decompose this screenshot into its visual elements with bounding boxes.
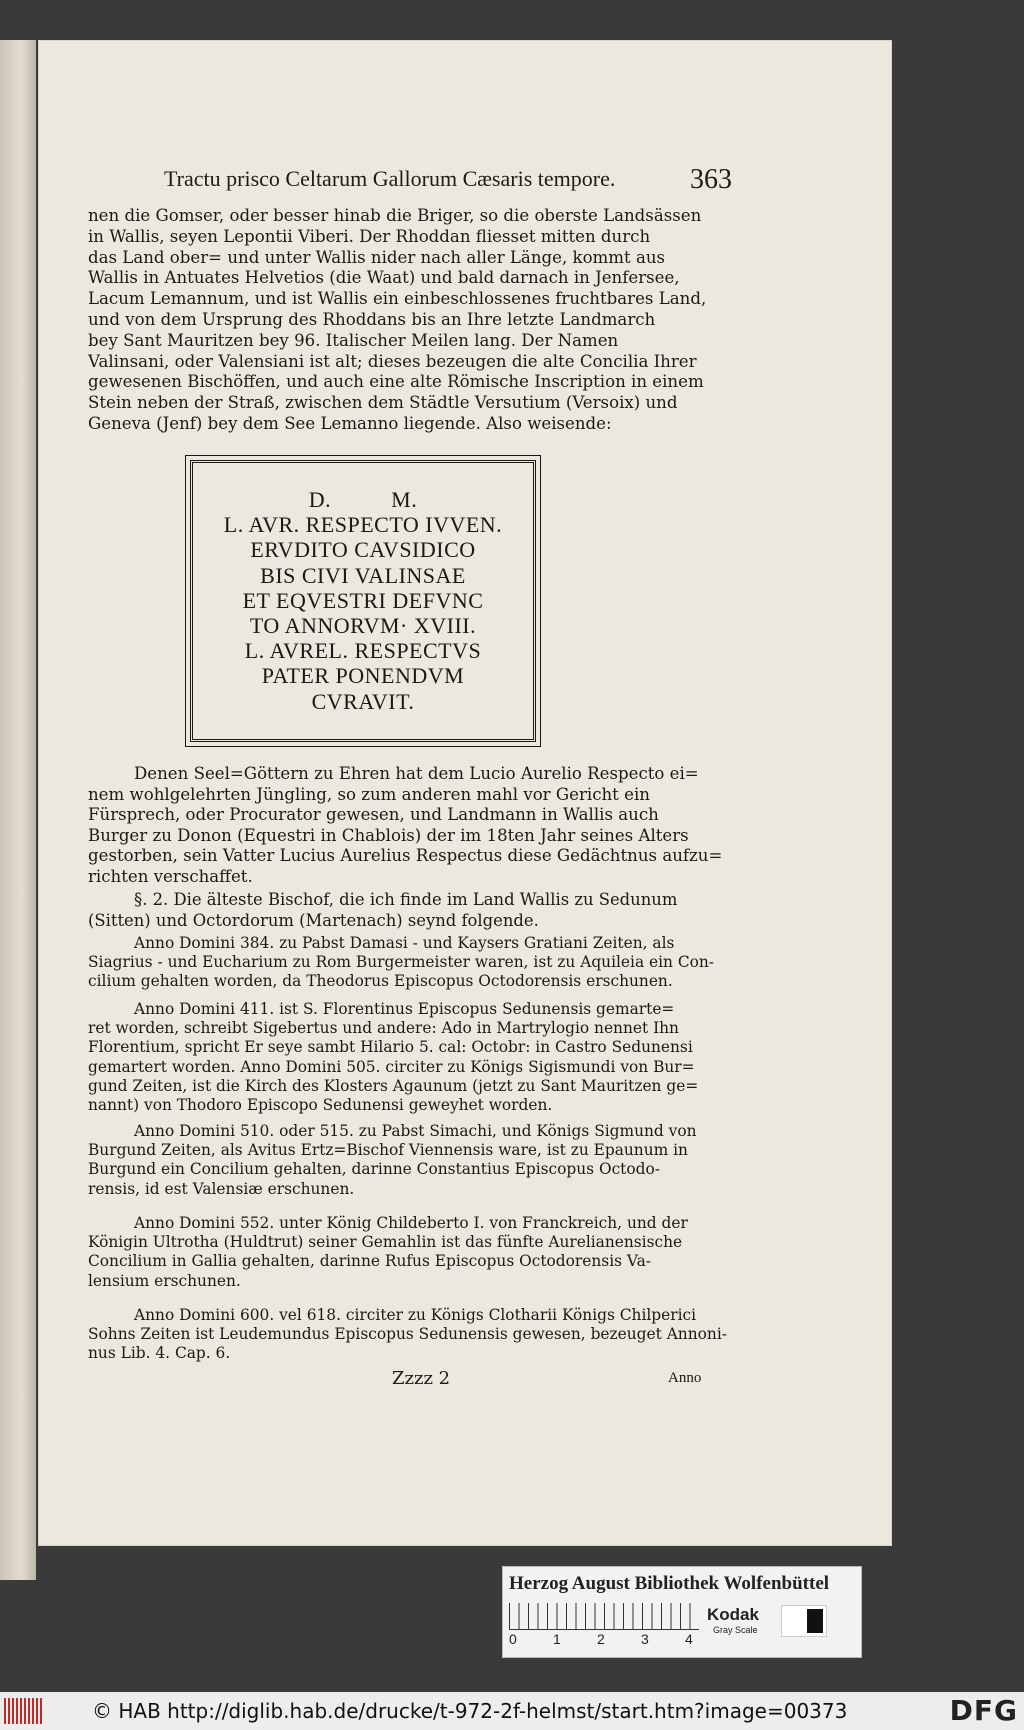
text-line: cilium gehalten worden, da Theodorus Episcopus Octodorensis erschunen. xyxy=(88,972,673,991)
ruler-number: 1 xyxy=(553,1631,561,1647)
text-line: gewesenen Bischöffen, und auch eine alte Römische Inscription in einem xyxy=(88,372,704,392)
text-line: und von dem Ursprung des Rhoddans bis an Ihre letzte Landmarch xyxy=(88,309,656,329)
chronicle-entry xyxy=(88,1306,730,1364)
scale-ruler xyxy=(509,1603,699,1630)
text-line: Burgund ein Concilium gehalten, darinne Constantius Episcopus Octodo- xyxy=(88,1160,660,1179)
signature-mark: Zzzz 2 xyxy=(392,1368,451,1389)
scale-label: Gray Scale xyxy=(713,1625,758,1635)
text-line: Valinsani, oder Valensiani ist alt; dieses bezeugen die alte Concilia Ihrer xyxy=(88,351,697,371)
inscription-line: L. AVREL. RESPECTVS xyxy=(244,638,482,664)
text-line: Wallis in Antuates Helvetios (die Waat) und bald darnach in Jenfersee, xyxy=(88,268,680,288)
paragraph-2 xyxy=(88,764,730,887)
text-line: gestorben, sein Vatter Lucius Aurelius Respectus diese Gedächtnus aufzu= xyxy=(88,846,723,865)
chronicle-entry xyxy=(88,1214,730,1291)
section-2 xyxy=(88,890,730,931)
black-swatch xyxy=(807,1609,823,1633)
running-title: Tractu prisco Celtarum Gallorum Cæsaris tempore. xyxy=(164,166,616,191)
inscription-line: D. M. xyxy=(308,487,418,512)
text-line: das Land ober= und unter Wallis nider nach aller Länge, kommt aus xyxy=(88,247,666,267)
text-line: lensium erschunen. xyxy=(88,1271,241,1290)
text-line: Anno Domini 510. oder 515. zu Pabst Simachi, und Königs Sigmund von xyxy=(134,1122,697,1140)
paragraph-1 xyxy=(88,206,730,435)
library-name: Herzog August Bibliothek Wolfenbüttel xyxy=(509,1573,830,1594)
text-line: Concilium in Gallia gehalten, darinne Rufus Episcopus Octodorensis Va- xyxy=(88,1252,651,1271)
text-line: Anno Domini 384. zu Pabst Damasi - und Kaysers Gratiani Zeiten, als xyxy=(134,934,675,952)
text-line: Denen Seel=Göttern zu Ehren hat dem Lucio Aurelio Respecto ei= xyxy=(134,764,699,783)
chronicle-entry xyxy=(88,1122,730,1199)
inscription-line: L. AVR. RESPECTO IVVEN. xyxy=(223,512,503,538)
text-line: Königin Ultrotha (Huldtrut) seiner Gemahlin ist das fünfte Aurelianensische xyxy=(88,1233,683,1252)
text-line: nen die Gomser, oder besser hinab die Briger, so die oberste Landsässen xyxy=(88,206,702,225)
text-line: rensis, id est Valensiæ erschunen. xyxy=(88,1179,355,1198)
text-line: §. 2. Die älteste Bischof, die ich finde im Land Wallis zu Sedunum xyxy=(134,890,678,909)
ruler-number: 2 xyxy=(597,1631,605,1647)
text-line: in Wallis, seyen Lepontii Viberi. Der Rhoddan fliesset mitten durch xyxy=(88,226,651,246)
text-line: (Sitten) und Octordorum (Martenach) seynd folgende. xyxy=(88,910,539,930)
catchword: Anno xyxy=(668,1370,702,1386)
page-number: 363 xyxy=(690,164,732,195)
text-line: Lacum Lemannum, und ist Wallis ein einbeschlossenes fruchtbares Land, xyxy=(88,289,707,309)
footer-bar xyxy=(0,1692,1024,1730)
text-line: Siagrius - und Eucharium zu Rom Burgermeister waren, ist zu Aquileia ein Con- xyxy=(88,953,715,972)
text-line: nem wohlgelehrten Jüngling, so zum anderen mahl vor Gericht ein xyxy=(88,784,650,804)
text-line: Anno Domini 552. unter König Childeberto I. von Franckreich, und der xyxy=(134,1214,688,1232)
hab-logo-icon xyxy=(4,1698,44,1724)
source-link[interactable]: © HAB http://diglib.hab.de/drucke/t-972-2f-helmst/start.htm?image=00373 xyxy=(92,1699,848,1723)
text-line: Sohns Zeiten ist Leudemundus Episcopus Sedunensis gewesen, bezeuget Annoni- xyxy=(88,1325,727,1344)
dfg-logo: DFG xyxy=(949,1694,1018,1727)
inscription-line: ET EQVESTRI DEFVNC xyxy=(242,587,484,613)
inscription-line: PATER PONENDVM xyxy=(261,663,465,689)
adjacent-page-edge xyxy=(0,40,36,1580)
inscription-box xyxy=(190,460,536,742)
ruler-number: 3 xyxy=(641,1631,649,1647)
text-line: bey Sant Mauritzen bey 96. Italischer Meilen lang. Der Namen xyxy=(88,330,619,350)
text-line: Anno Domini 411. ist S. Florentinus Episcopus Sedunensis gemarte= xyxy=(134,1000,675,1018)
color-calibration-card xyxy=(502,1566,862,1658)
ruler-number: 4 xyxy=(685,1631,693,1647)
text-line: gemartert worden. Anno Domini 505. circiter zu Königs Sigismundi von Bur= xyxy=(88,1057,695,1076)
text-line: richten verschaffet. xyxy=(88,866,253,886)
text-line: Burger zu Donon (Equestri in Chablois) der im 18ten Jahr seines Alters xyxy=(88,825,689,845)
text-line: Geneva (Jenf) bey dem See Lemanno liegende. Also weisende: xyxy=(88,413,612,433)
text-line: Anno Domini 600. vel 618. circiter zu Königs Clotharii Königs Chilperici xyxy=(134,1306,697,1324)
text-line: gund Zeiten, ist die Kirch des Klosters Agaunum (jetzt zu Sant Mauritzen ge= xyxy=(88,1076,699,1095)
running-header xyxy=(128,164,732,196)
brand-label: Kodak xyxy=(707,1605,759,1624)
text-line: ret worden, schreibt Sigebertus und andere: Ado in Martrylogio nennet Ihn xyxy=(88,1019,679,1038)
text-line: Fürsprech, oder Procurator gewesen, und Landmann in Wallis auch xyxy=(88,805,659,824)
text-line: nus Lib. 4. Cap. 6. xyxy=(88,1344,231,1363)
inscription-line: CVRAVIT. xyxy=(311,688,415,714)
ruler-number: 0 xyxy=(509,1631,517,1647)
inscription-line: TO ANNORVM· XVIII. xyxy=(249,613,477,639)
text-line: Stein neben der Straß, zwischen dem Städtle Versutium (Versoix) und xyxy=(88,393,678,413)
chronicle-entry xyxy=(88,1000,730,1115)
text-line: Burgund Zeiten, als Avitus Ertz=Bischof Viennensis ware, ist zu Epaunum in xyxy=(88,1141,688,1160)
text-line: nannt) von Thodoro Episcopo Sedunensi geweyhet worden. xyxy=(88,1096,553,1115)
chronicle-entry xyxy=(88,934,730,992)
text-line: Florentium, spricht Er seye sambt Hilario 5. cal: Octobr: in Castro Sedunensi xyxy=(88,1038,693,1057)
inscription-line: BIS CIVI VALINSAE xyxy=(260,562,466,588)
inscription-line: ERVDITO CAVSIDICO xyxy=(250,537,476,563)
